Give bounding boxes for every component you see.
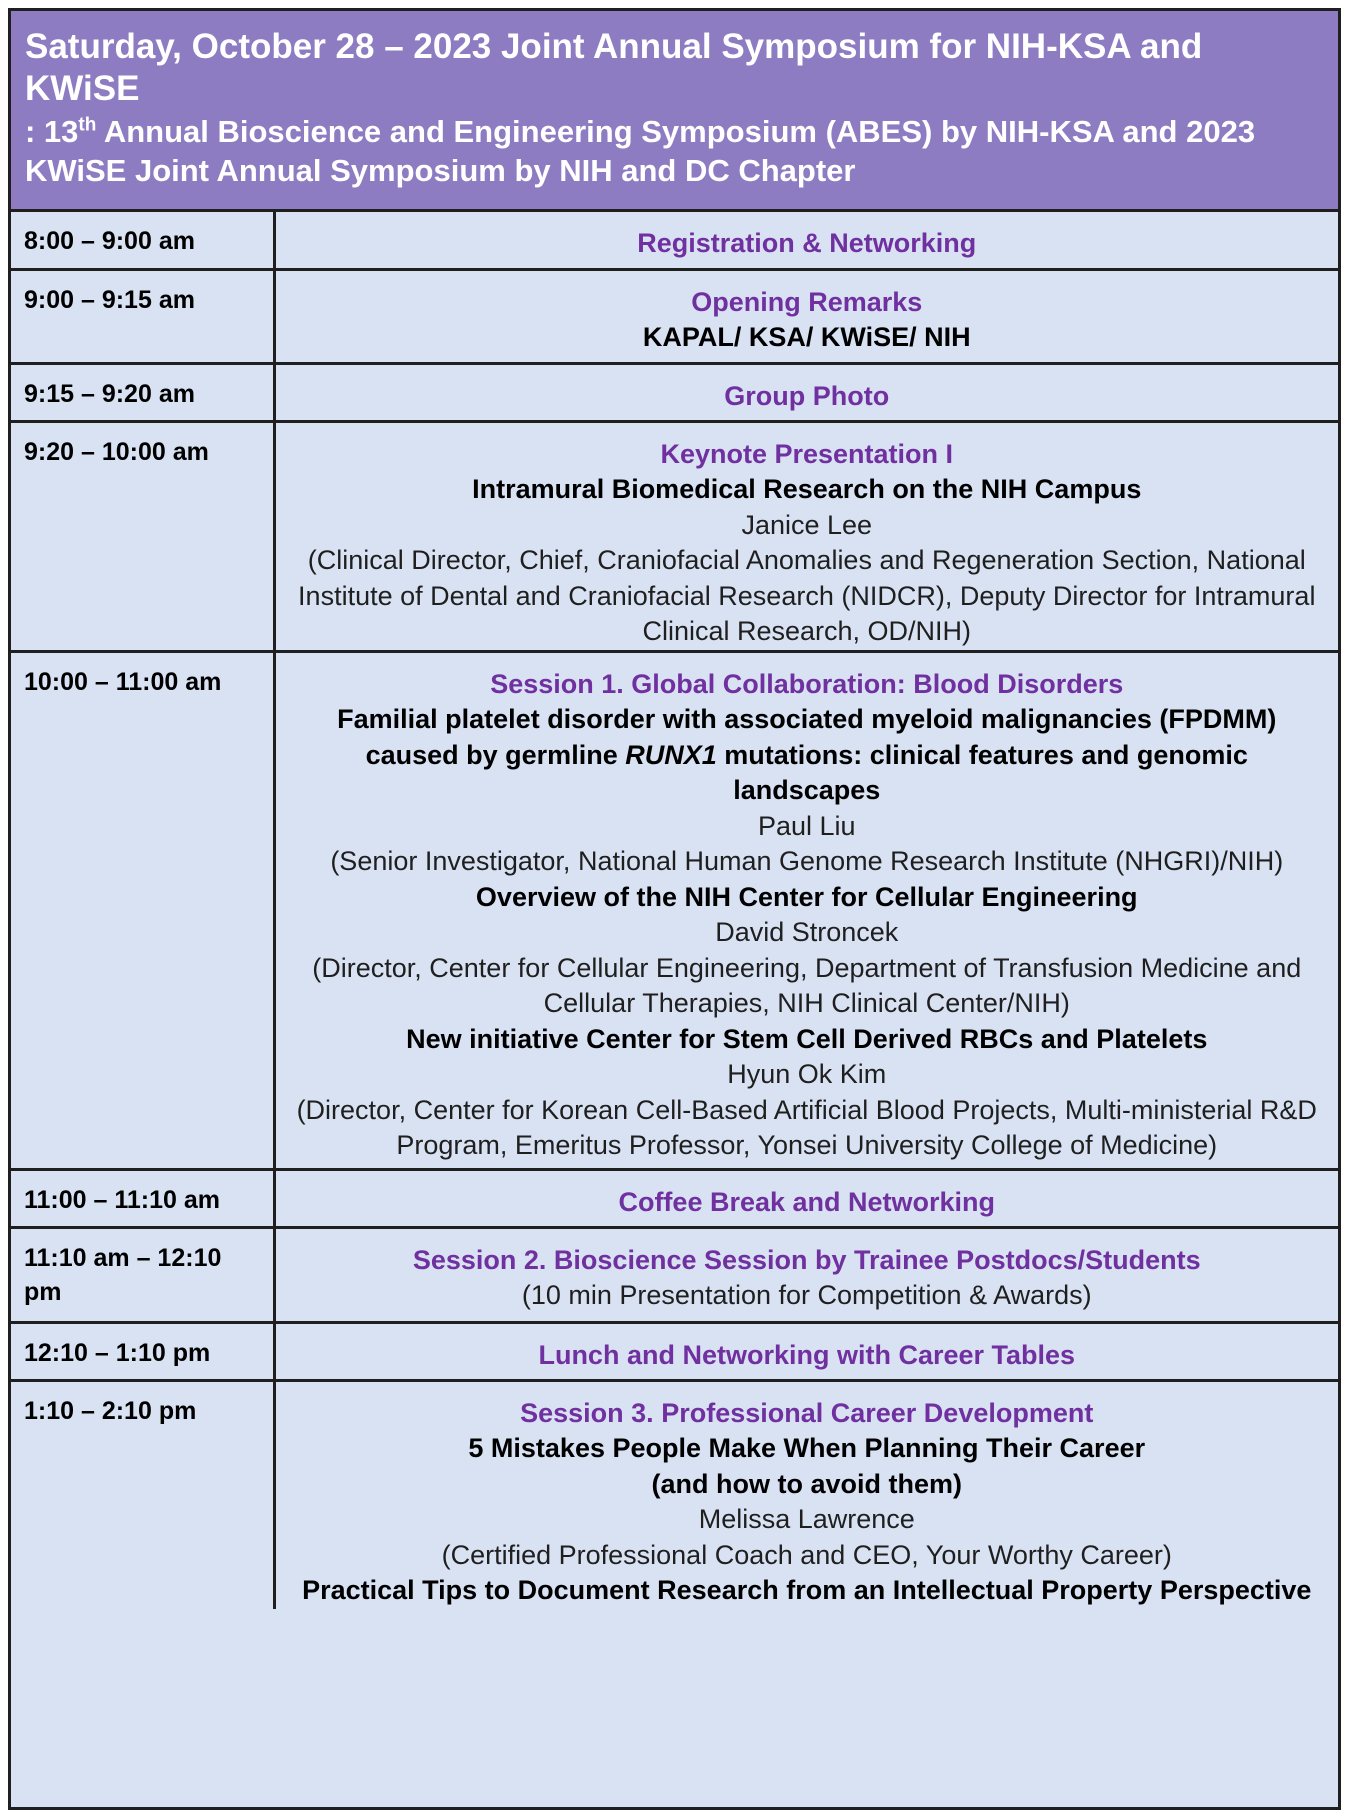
talk-speaker: Janice Lee bbox=[741, 509, 873, 540]
row-time: 11:10 am – 12:10 pm bbox=[11, 1227, 274, 1322]
talk-affiliation: (Director, Center for Cellular Engineering, Department of Transfusion Medicine and Cellular Therapies, NIH Clinical Center/NIH) bbox=[312, 952, 1302, 1018]
header-subtitle-sup: th bbox=[78, 114, 97, 136]
row-title: Session 1. Global Collaboration: Blood Disorders bbox=[490, 668, 1124, 699]
row-time: 12:10 – 1:10 pm bbox=[11, 1322, 274, 1380]
agenda-row-opening bbox=[11, 269, 1338, 363]
talk-title-line2: (and how to avoid them) bbox=[651, 1468, 962, 1499]
row-subtitle: (10 min Presentation for Competition & Awards) bbox=[521, 1280, 1092, 1310]
row-content bbox=[274, 1380, 1338, 1609]
row-content bbox=[274, 421, 1338, 651]
agenda-document bbox=[8, 8, 1341, 1810]
row-time: 10:00 – 11:00 am bbox=[11, 651, 274, 1169]
talk-affiliation: (Director, Center for Korean Cell-Based Artificial Blood Projects, Multi-ministerial R&D Program, Emeritus Professor, Yonsei University College of Medicine) bbox=[296, 1094, 1317, 1160]
agenda-row-session2 bbox=[11, 1227, 1338, 1322]
row-content bbox=[274, 1169, 1338, 1227]
row-content bbox=[274, 651, 1338, 1169]
agenda-row-coffee bbox=[11, 1169, 1338, 1227]
header-subtitle-rest: Annual Bioscience and Engineering Symposium (ABES) by NIH-KSA and 2023 KWiSE Joint Annual Symposium by NIH and DC Chapter bbox=[25, 114, 1256, 188]
header-subtitle-prefix: : 13 bbox=[25, 114, 79, 149]
row-time: 9:00 – 9:15 am bbox=[11, 269, 274, 363]
row-time: 9:20 – 10:00 am bbox=[11, 421, 274, 651]
talk-title-italic: RUNX1 bbox=[625, 739, 717, 770]
agenda-row-keynote bbox=[11, 421, 1338, 651]
row-title: Coffee Break and Networking bbox=[618, 1186, 996, 1217]
row-subtitle: KAPAL/ KSA/ KWiSE/ NIH bbox=[642, 322, 971, 352]
talk-affiliation: (Certified Professional Coach and CEO, Your Worthy Career) bbox=[441, 1539, 1172, 1570]
talk-speaker: Paul Liu bbox=[757, 810, 856, 841]
row-time: 8:00 – 9:00 am bbox=[11, 212, 274, 269]
agenda-row-registration bbox=[11, 212, 1338, 269]
talk-title: Intramural Biomedical Research on the NIH Campus bbox=[472, 474, 1142, 504]
talk-speaker: Hyun Ok Kim bbox=[727, 1059, 887, 1089]
header-subtitle bbox=[25, 112, 1324, 190]
row-title: Session 3. Professional Career Development bbox=[520, 1397, 1094, 1428]
agenda-row-photo bbox=[11, 363, 1338, 421]
talk-title: New initiative Center for Stem Cell Derived RBCs and Platelets bbox=[406, 1023, 1208, 1054]
talk-title: Overview of the NIH Center for Cellular Engineering bbox=[475, 881, 1138, 912]
row-content bbox=[274, 1227, 1338, 1322]
agenda-table bbox=[11, 212, 1338, 1609]
row-content bbox=[274, 269, 1338, 363]
row-title: Lunch and Networking with Career Tables bbox=[538, 1339, 1076, 1370]
row-title: Registration & Networking bbox=[637, 228, 977, 258]
row-title: Opening Remarks bbox=[691, 286, 923, 317]
row-title: Session 2. Bioscience Session by Trainee Postdocs/Students bbox=[412, 1244, 1201, 1275]
talk-affiliation: (Clinical Director, Chief, Craniofacial Anomalies and Regeneration Section, National Institute of Dental and Craniofacial Research (NIDCR), Deputy Director for Intramural Clinical Research, OD/NIH) bbox=[298, 545, 1316, 646]
header-title: Saturday, October 28 – 2023 Joint Annual Symposium for NIH-KSA and KWiSE bbox=[25, 27, 1203, 108]
row-title: Keynote Presentation I bbox=[660, 438, 954, 469]
talk-title-line1: 5 Mistakes People Make When Planning Their Career bbox=[468, 1433, 1146, 1463]
row-time: 1:10 – 2:10 pm bbox=[11, 1380, 274, 1609]
agenda-row-lunch bbox=[11, 1322, 1338, 1380]
row-time: 9:15 – 9:20 am bbox=[11, 363, 274, 421]
agenda-row-session1 bbox=[11, 651, 1338, 1169]
talk-title-part-a: Familial platelet disorder with associated myeloid malignancies (FPDMM) caused by germline bbox=[337, 704, 1277, 770]
talk-speaker: David Stroncek bbox=[715, 917, 899, 947]
talk-title bbox=[290, 702, 1325, 809]
row-title: Group Photo bbox=[724, 380, 890, 411]
agenda-header bbox=[11, 11, 1338, 212]
talk-speaker: Melissa Lawrence bbox=[698, 1504, 915, 1534]
talk-title: Practical Tips to Document Research from an Intellectual Property Perspective bbox=[302, 1575, 1312, 1605]
row-content bbox=[274, 212, 1338, 269]
row-content bbox=[274, 363, 1338, 421]
talk-affiliation: (Senior Investigator, National Human Genome Research Institute (NHGRI)/NIH) bbox=[330, 846, 1284, 876]
talk-title-part-b: mutations: clinical features and genomic landscapes bbox=[716, 739, 1248, 805]
row-time: 11:00 – 11:10 am bbox=[11, 1169, 274, 1227]
agenda-row-session3 bbox=[11, 1380, 1338, 1609]
row-content bbox=[274, 1322, 1338, 1380]
